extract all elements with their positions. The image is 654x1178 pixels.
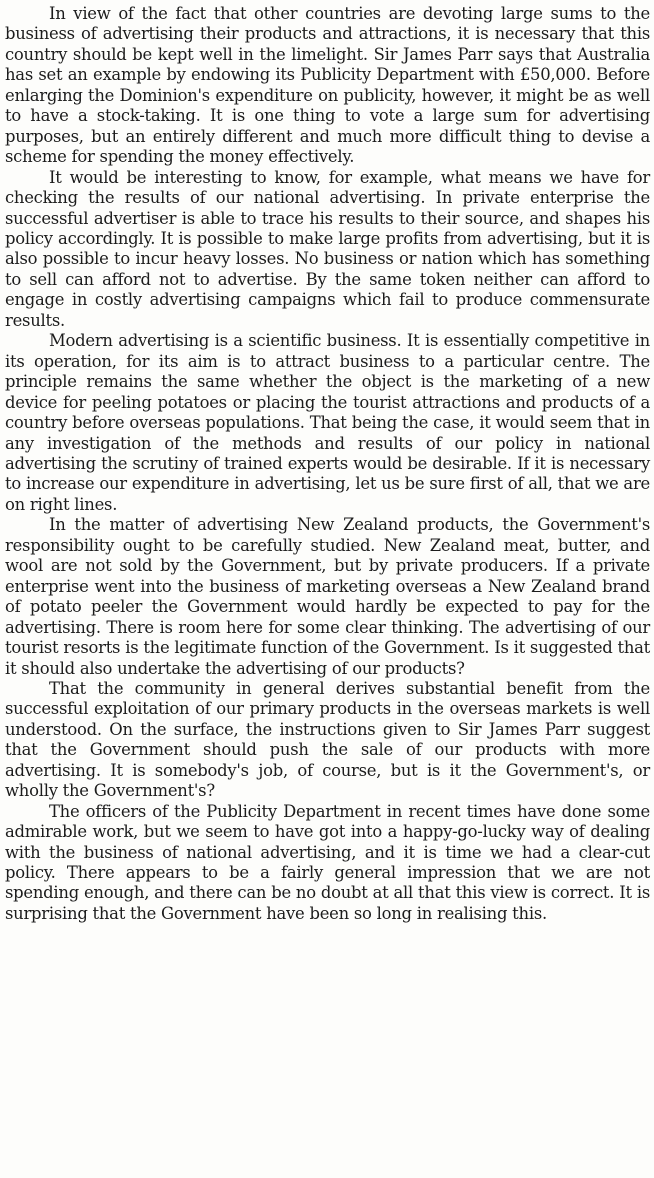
paragraph-government-responsibility: In the matter of advertising New Zealand products, the Government's responsibility ought to be carefully studied. New Zealand meat, butter, and wool are not sold by the Government, but by private producers. If a private enterprise went into the business of marketing overseas a New Zealand brand of potato peeler the Government would hardly be expected to pay for the advertising. There is room here for some clear thinking. The advertising of our tourist resorts is the legitimate function of the Government. Is it suggested that it should also undertake the advertising of our products? (5, 515, 650, 678)
paragraph-checking-results: It would be interesting to know, for example, what means we have for checking the results of our national advertising. In private enterprise the successful advertiser is able to trace his results to their source, and shapes his policy accordingly. It is possible to make large profits from advertising, but it is also possible to incur heavy losses. No business or nation which has something to sell can afford not to advertise. By the same token neither can afford to engage in costly advertising campaigns which fail to produce commensurate results. (5, 167, 650, 330)
paragraph-community-benefit: That the community in general derives substantial benefit from the successful exploitation of our primary products in the overseas markets is well understood. On the surface, the instructions given to Sir James Parr suggest that the Government should push the sale of our products with more advertising. It is somebody's job, of course, but is it the Government's, or wholly the Government's? (5, 678, 650, 801)
paragraph-publicity-department: The officers of the Publicity Department in recent times have done some admirable work, but we seem to have got into a happy-go-lucky way of dealing with the business of national advertising, and it is time we had a clear-cut policy. There appears to be a fairly general impression that we are not spending enough, and there can be no doubt at all that this view is correct. It is surprising that the Government have been so long in realising this. (5, 801, 650, 923)
paragraph-publicity-funding: In view of the fact that other countries are devoting large sums to the business of advertising their products and attractions, it is necessary that this country should be kept well in the limelight. Sir James Parr says that Australia has set an example by endowing its Publicity Department with £50,000. Before enlarging the Dominion's expenditure on publicity, however, it might be as well to have a stock-taking. It is one thing to vote a large sum for advertising purposes, but an entirely different and much more difficult thing to devise a scheme for spending the money effectively. (5, 4, 650, 167)
paragraph-modern-advertising: Modern advertising is a scientific business. It is essentially competitive in its operation, for its aim is to attract business to a particular centre. The principle remains the same whether the object is the marketing of a new device for peeling potatoes or placing the tourist attractions and products of a country before overseas populations. That being the case, it would seem that in any investigation of the methods and results of our policy in national advertising the scrutiny of trained experts would be desirable. If it is necessary to increase our expenditure in advertising, let us be sure first of all, that we are on right lines. (5, 331, 650, 514)
